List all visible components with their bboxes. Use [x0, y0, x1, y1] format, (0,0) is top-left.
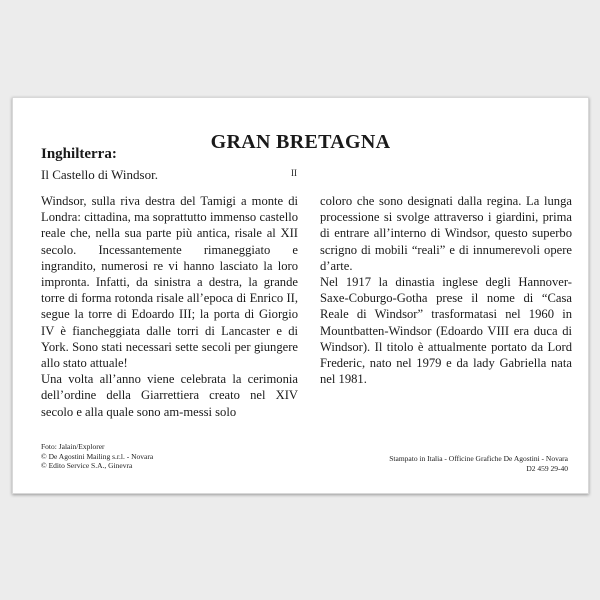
credit-line: © De Agostini Mailing s.r.l. - Novara: [41, 451, 154, 461]
left-column: [41, 193, 298, 420]
postcard: [12, 97, 589, 494]
print-line: Stampato in Italia - Officine Grafiche De Agostini - Novara: [389, 454, 568, 463]
paragraph: Nel 1917 la dinastia inglese degli Hannover-Saxe-Coburgo-Gotha prese il nome di “Casa Reale di Windsor” trasformatasi nel 1960 in Mountbatten-Windsor (Edoardo VIII era duca di Windsor). Il titolo è attualmente portato da Lord Frederic, nato nel 1979 e da lady Gabriella nata nel 1981.: [320, 275, 572, 387]
page-title: GRAN BRETAGNA: [210, 131, 391, 153]
credit-line: Foto: Jalain/Explorer: [41, 442, 105, 451]
subsection-heading: Il Castello di Windsor.: [41, 167, 158, 182]
print-info: [389, 454, 568, 473]
section-heading: Inghilterra:: [41, 146, 117, 162]
paragraph: coloro che sono designati dalla regina. La lunga processione si svolge attraverso i giardini, prima di entrare all’interno di Windsor, questo superbo scrigno di mobili “reali” e di innumerevoli opere d’arte.: [320, 194, 572, 273]
photo-credits: [41, 442, 153, 471]
paragraph: Windsor, sulla riva destra del Tamigi a monte di Londra: cittadina, ma soprattutto immenso castello reale che, nella sua parte più antica, risale al XII secolo. Incessantemente rimaneggiato e ingrandito, numerosi re vi hanno lasciato la loro impronta. Infatti, da sinistra a destra, la grande torre di forma rotonda risale all’epoca di Enrico II, segue la torre di Edoardo III; la porta di Giorgio IV è fiancheggiata dalle torri di Lancaster e di York. Sono stati necessari sette secoli per giungere allo stato attuale!: [41, 194, 298, 371]
credit-line: © Edito Service S.A., Ginevra: [41, 461, 133, 471]
right-column: [320, 193, 572, 387]
page-number: II: [291, 168, 297, 178]
print-code: D2 459 29-40: [526, 463, 568, 473]
paragraph: Una volta all’anno viene celebrata la cerimonia dell’ordine della Giarrettiera creato nel XIV secolo e alla quale sono am-messi solo: [41, 372, 298, 419]
